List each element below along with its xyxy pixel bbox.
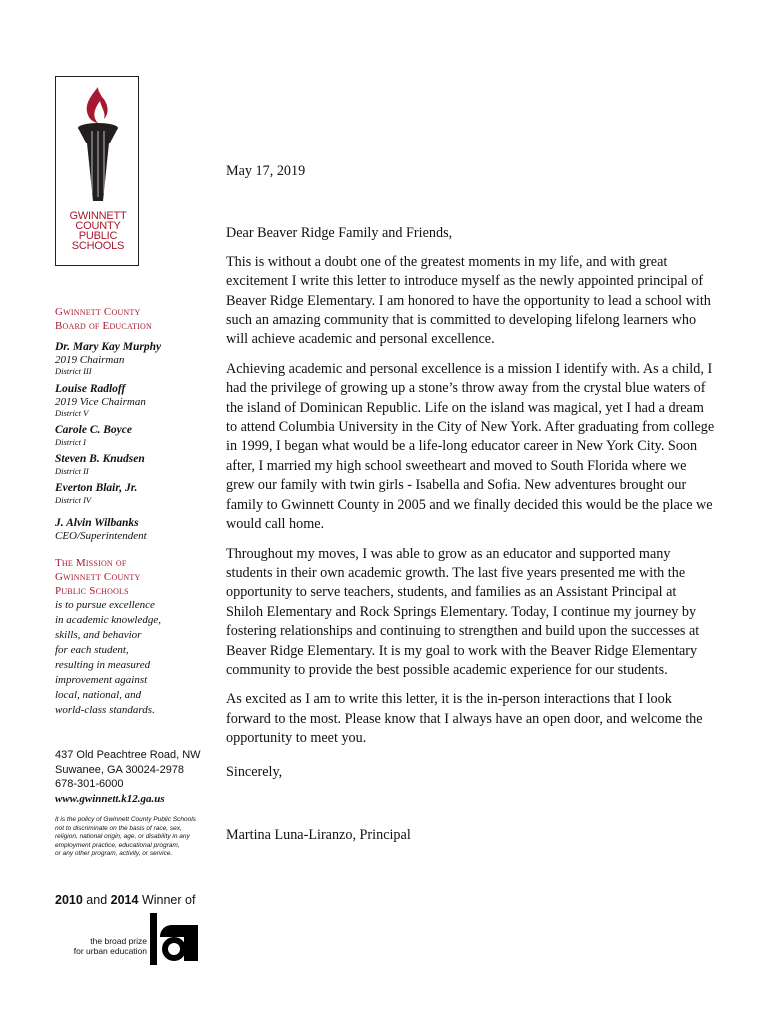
logo-wordmark: GWINNETT COUNTY PUBLIC SCHOOLS [69,210,127,252]
website-link[interactable]: www.gwinnett.k12.ga.us [55,792,165,805]
superintendent: J. Alvin Wilbanks CEO/Superintendent [55,517,147,542]
letter-closing: Sincerely, [226,763,283,780]
board-heading: Gwinnett County Board of Education [55,306,152,332]
district-address: 437 Old Peachtree Road, NW Suwanee, GA 30024-2978 678-301-6000 www.gwinnett.k12.ga.us [55,748,215,806]
letter-paragraph: This is without a doubt one of the greatest moments in my life, and with great excitement I write this letter to introduce myself as the newly appointed principal of Beaver Ridge Elementary. I am honored to have the opportunity to lead a school with such an amazing community that is committed to developing lifelong learners who will achieve academic and personal excellence. [226,253,711,348]
award-line: 2010 and 2014 Winner of [55,893,196,907]
letter-paragraph: As excited as I am to write this letter, it is the in-person interactions that I look forward to the most. Please know that I always have an open door, and welcome the opportunity to meet you. [226,691,703,747]
letter-body [226,162,716,855]
broad-prize-logo-icon [150,913,202,965]
letter-date: May 17, 2019 [226,163,306,179]
board-member: Steven B. Knudsen District II [55,453,145,476]
board-member: Everton Blair, Jr. District IV [55,482,138,505]
nondiscrimination-policy: It is the policy of Gwinnett County Public Schools not to discriminate on the basis of race, sex, religion, national origin, age, or disability in any employment practice, educational program, or any other program, activity, or service. [55,816,196,857]
broad-prize-text: the broad prize for urban education [73,936,147,956]
letter-paragraph: Throughout my moves, I was able to grow as an educator and supported many students in their own academic growth. The last five years presented me with the opportunity to serve teachers, students, and families as an Assistant Principal at Shiloh Elementary and Rock Springs Elementary. Today, I continue my journey by fostering relationships and continuing to strengthen and build upon the successes at Beaver Ridge Elementary. It is my goal to work with the Beaver Ridge Elementary community to provide the best possible academic experience for our students. [226,545,700,678]
letter-signature: Martina Luna-Liranzo, Principal [226,826,411,843]
torch-icon [70,83,126,211]
board-member: Dr. Mary Kay Murphy 2019 Chairman District III [55,341,162,376]
board-member: Louise Radloff 2019 Vice Chairman District V [55,383,146,418]
letter-paragraph: Achieving academic and personal excellence is a mission I identify with. As a child, I had the privilege of growing up a stone’s throw away from the crystal blue waters of the island of Dominican Republic. Life on the island was magical, yet I had a dream to attend Columbia University in the City of New York. After graduating from college in 1999, I began what would be a life-long educator career in New York City. Soon after, I married my high school sweetheart and moved to South Florida where we grew our family with twin girls - Isabella and Sofia. New adventures brought our family to Gwinnett County in 2005 and we finally decided this would be the place we would call home. [226,360,715,533]
board-member: Carole C. Boyce District I [55,424,132,447]
gcps-logo [55,76,139,266]
mission-heading: The Mission of Gwinnett County Public Schools [55,557,141,597]
letter-salutation: Dear Beaver Ridge Family and Friends, [226,225,453,242]
board-sidebar [55,305,205,718]
mission-statement: is to pursue excellence in academic knowledge, skills, and behavior for each student, resulting in measured improvement against local, national, and world-class standards. [55,599,161,716]
